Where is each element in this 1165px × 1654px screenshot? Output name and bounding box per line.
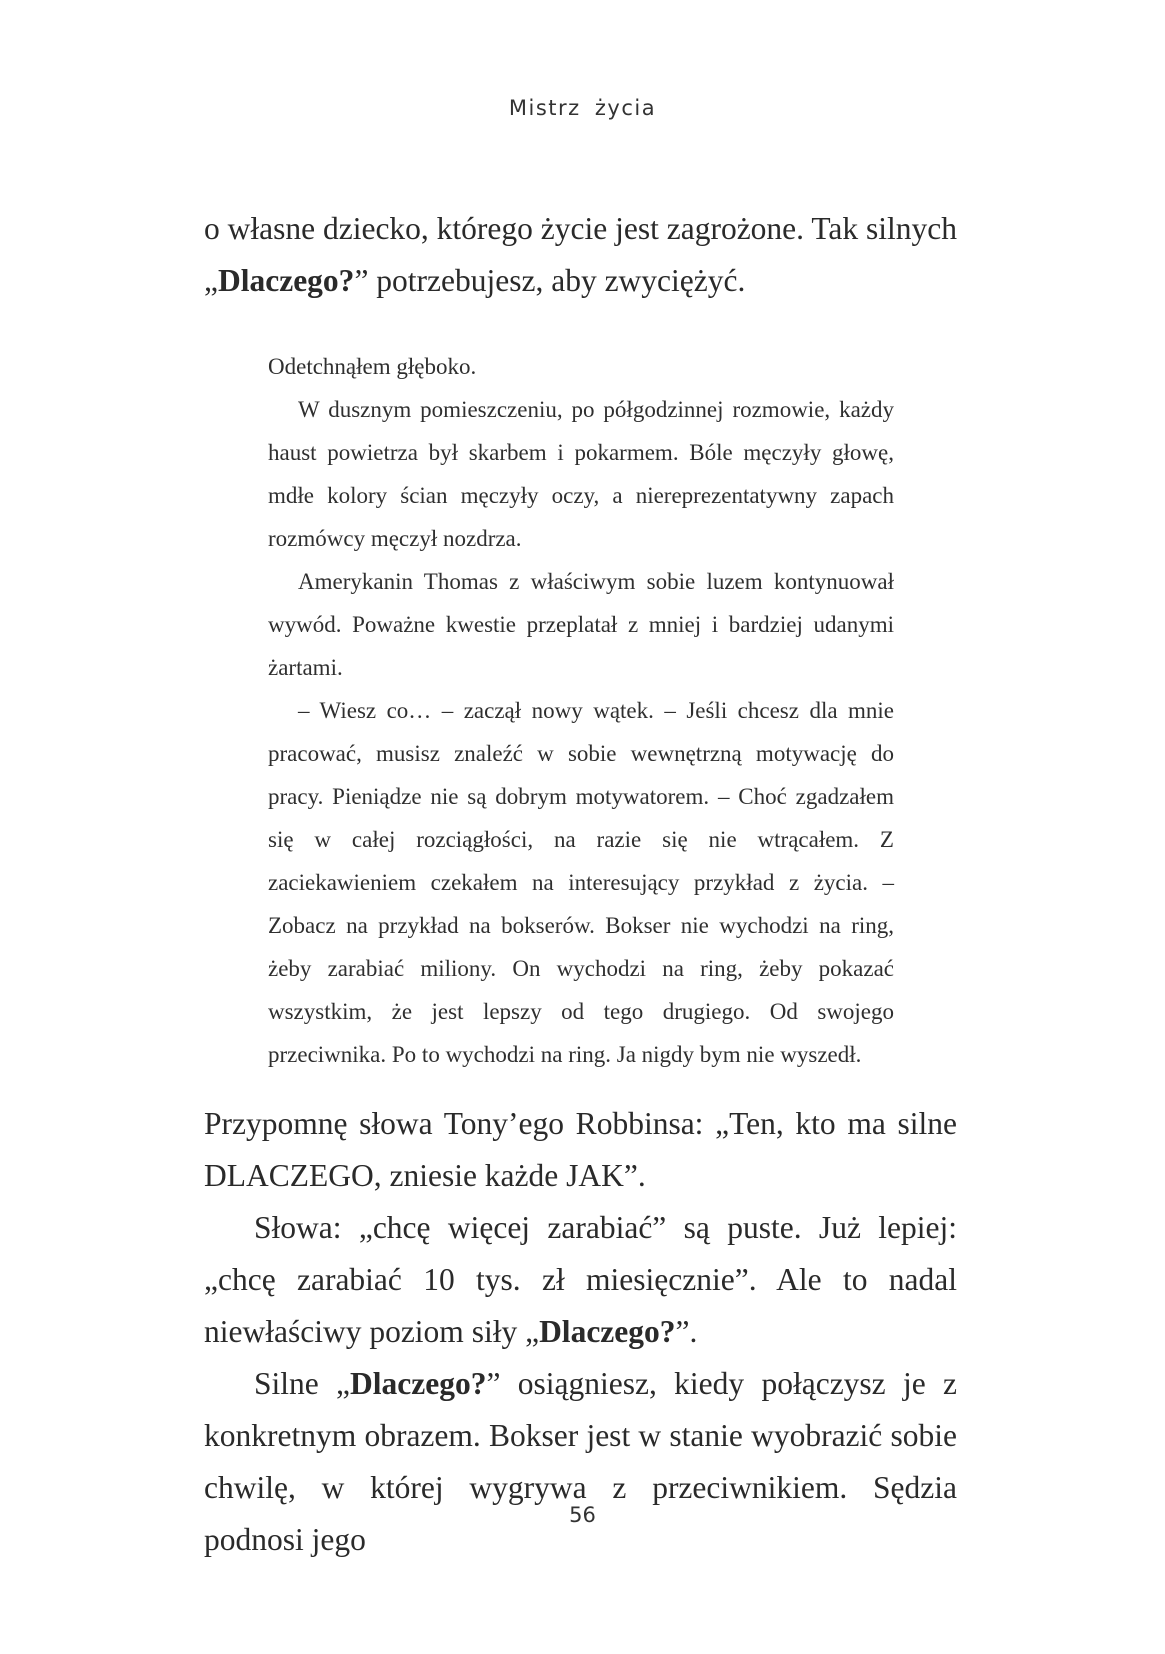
emphasis-dlaczego: Dlaczego? xyxy=(539,1314,676,1349)
quoted-passage xyxy=(268,345,894,1076)
text-run: o własne dziecko, którego życie jest zagrożone. Tak silnych „ xyxy=(204,211,957,298)
emphasis-dlaczego: Dlaczego? xyxy=(350,1366,487,1401)
paragraph xyxy=(204,1202,957,1358)
emphasis-dlaczego: Dlaczego? xyxy=(217,263,355,298)
paragraph xyxy=(204,203,957,307)
text-run: Silne „ xyxy=(254,1366,351,1401)
quote-paragraph: Amerykanin Thomas z właściwym sobie luzem kontynuował wywód. Poważne kwestie przeplatał z mniej i bardziej udanymi żartami. xyxy=(268,569,894,680)
page-number: 56 xyxy=(569,1503,596,1527)
quote-paragraph: W dusznym pomieszczeniu, po półgodzinnej rozmowie, każdy haust powietrza był skarbem i pokarmem. Bóle męczyły głowę, mdłe kolory ścian męczyły oczy, a niereprezentatywny zapach rozmówcy męczył nozdrza. xyxy=(268,397,894,551)
running-header: Mistrz życia xyxy=(508,96,657,120)
text-run: ” osiągniesz, kiedy połączysz je z konkretnym obrazem. Bokser jest w stanie wyobrazić sobie chwilę, w której wygrywa z przeciwnikiem. Sędzia podnosi jego xyxy=(204,1366,957,1557)
quote-paragraph: – Wiesz co… – zaczął nowy wątek. – Jeśli chcesz dla mnie pracować, musisz znaleźć w sobie wewnętrzną motywację do pracy. Pieniądze nie są dobrym motywatorem. – Choć zgadzałem się w całej rozciągłości, na razie się nie wtrącałem. Z zaciekawieniem czekałem na interesujący przykład z życia. – Zobacz na przykład na bokserów. Bokser nie wychodzi na ring, żeby zarabiać miliony. On wychodzi na ring, żeby pokazać wszystkim, że jest lepszy od tego drugiego. Od swojego przeciwnika. Po to wychodzi na ring. Ja nigdy bym nie wyszedł. xyxy=(268,698,894,1067)
text-run: ”. xyxy=(675,1314,698,1349)
quote-paragraph: Odetchnąłem głęboko. xyxy=(268,354,477,379)
paragraph: Przypomnę słowa Tony’ego Robbinsa: „Ten, kto ma silne DLACZEGO, zniesie każde JAK”. xyxy=(204,1106,957,1193)
main-text-top xyxy=(204,203,957,307)
text-run: ” potrzebujesz, aby zwyciężyć. xyxy=(354,263,746,298)
text-run: Słowa: „chcę więcej zarabiać” są puste. Już lepiej: „chcę zarabiać 10 tys. zł miesięcznie”. Ale to nadal niewłaściwy poziom siły „ xyxy=(204,1210,957,1349)
paragraph xyxy=(204,1358,957,1566)
main-text-bottom xyxy=(204,1098,957,1566)
